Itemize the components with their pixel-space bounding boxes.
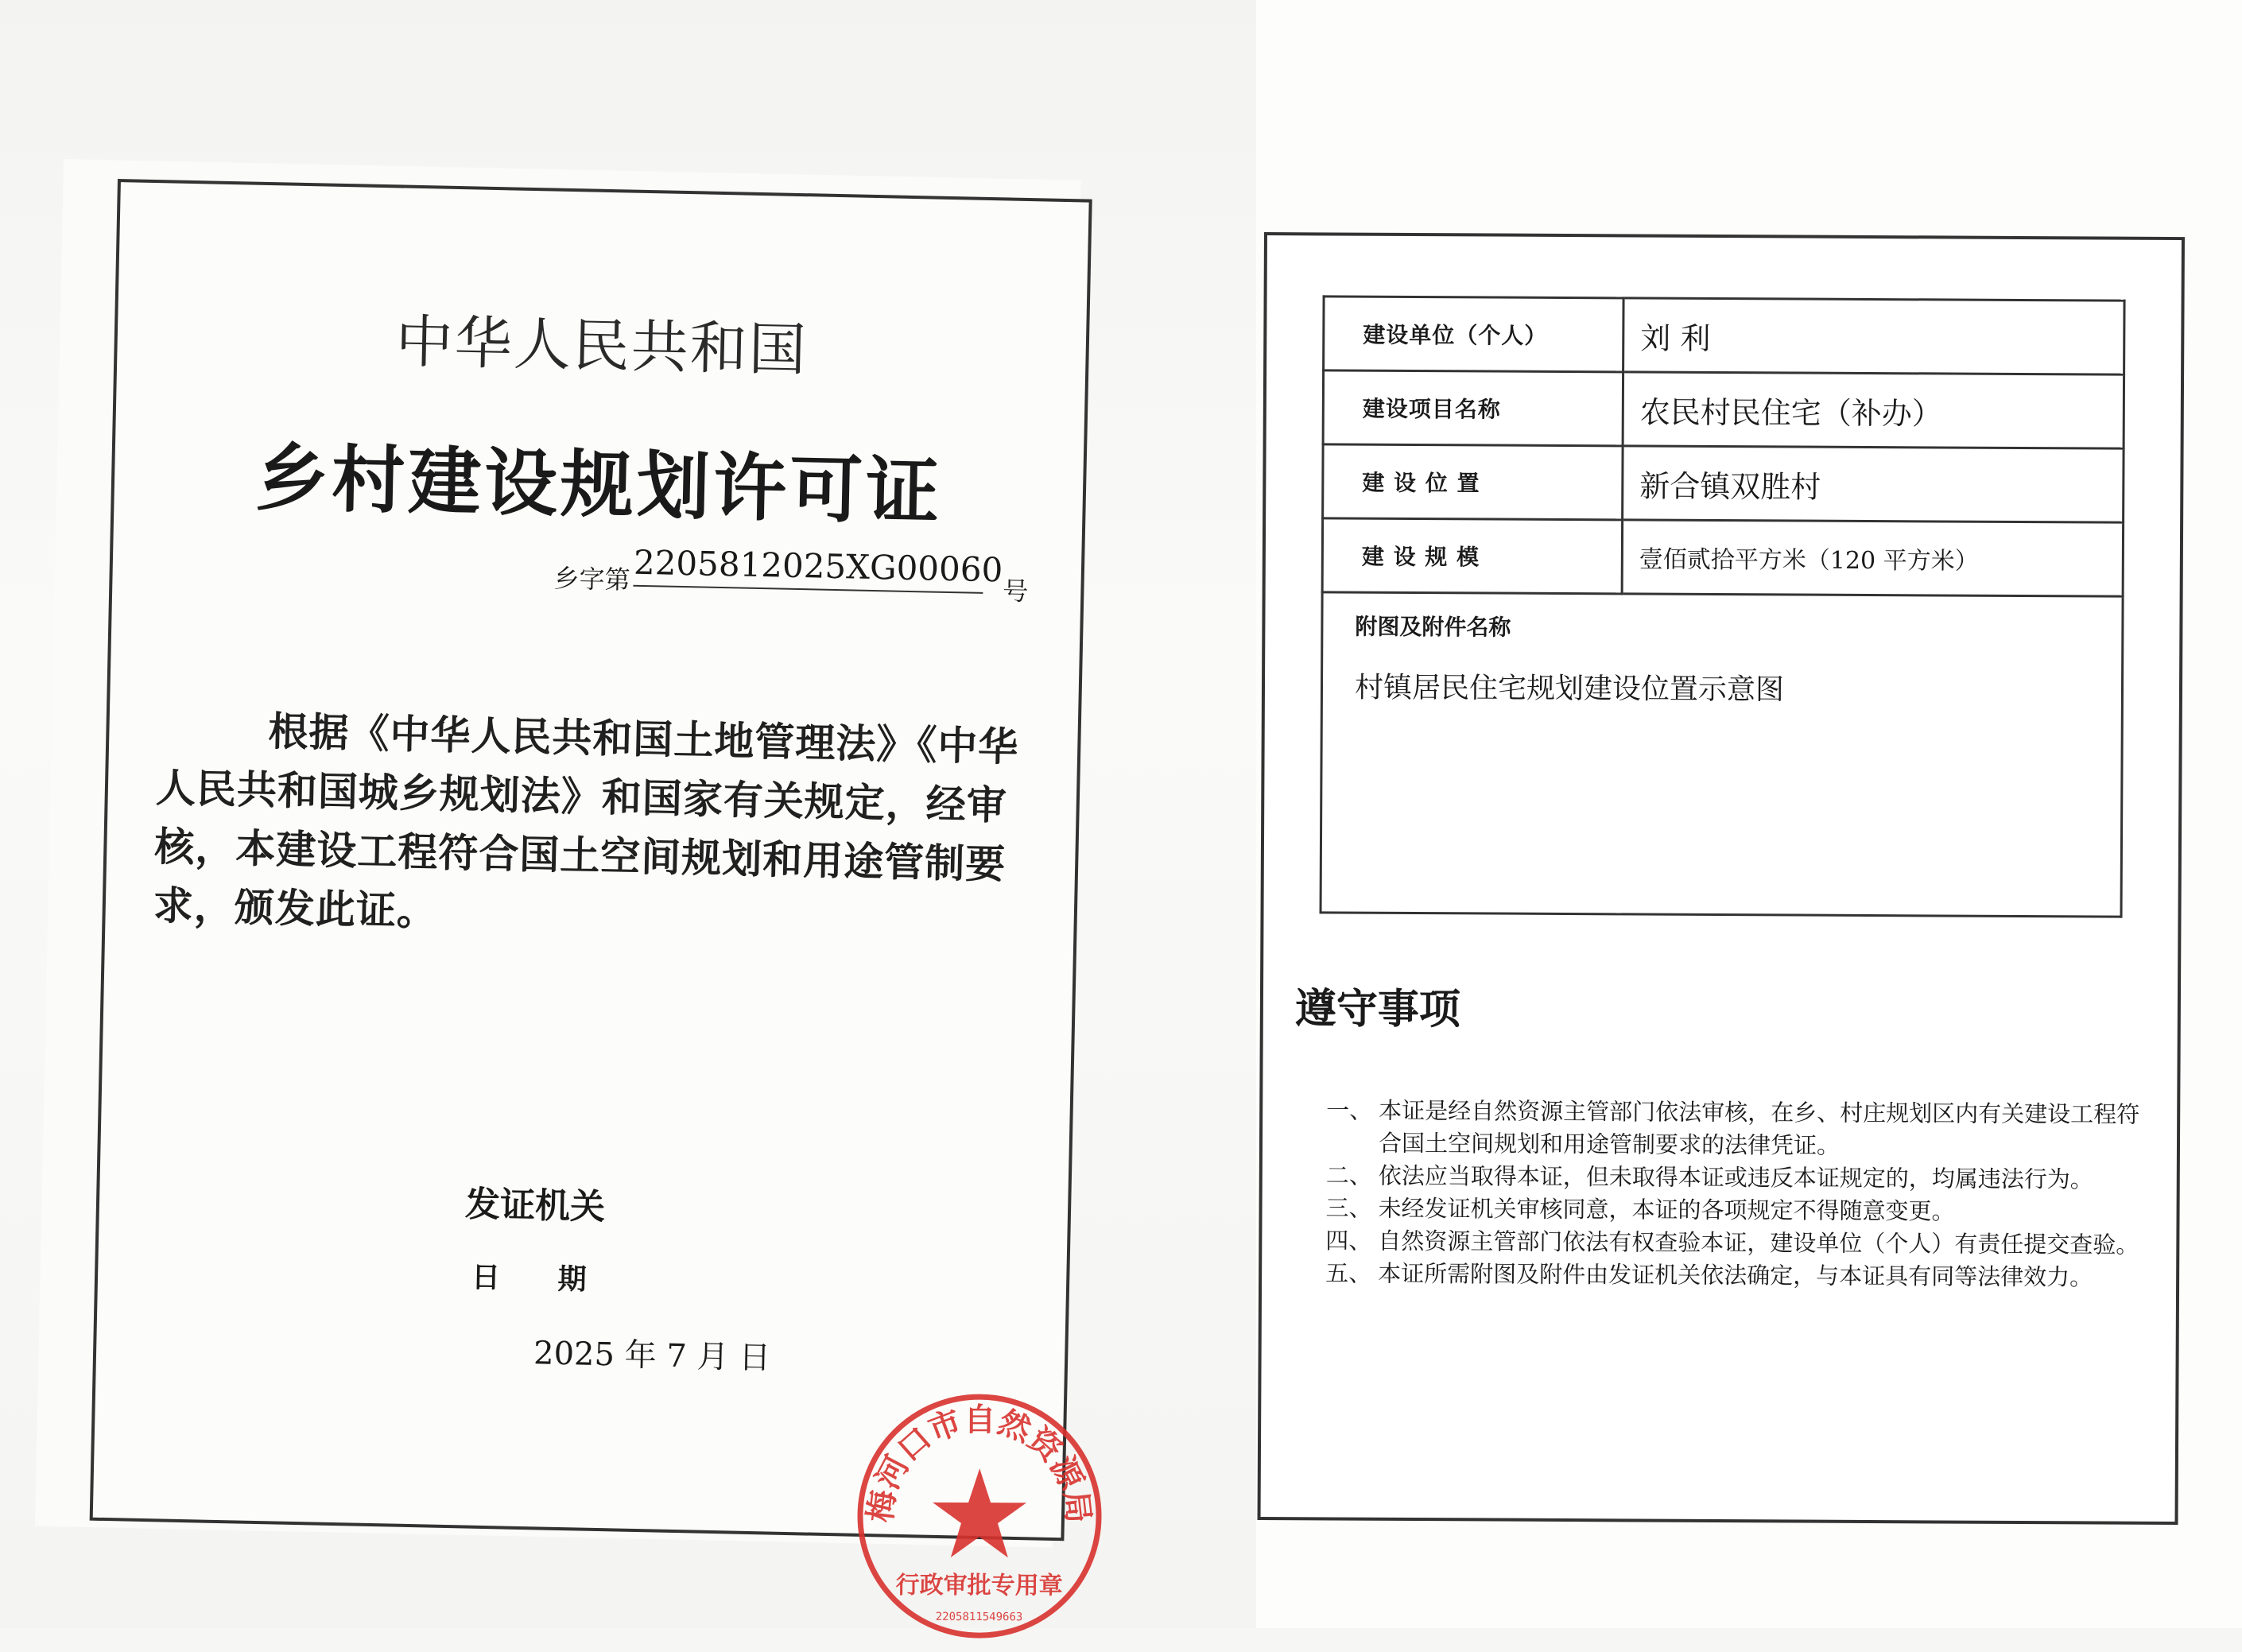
attachment-label: 附图及附件名称 [1355,613,1511,641]
attachment-value: 村镇居民住宅规划建设位置示意图 [1354,671,1785,707]
issuer-label: 发证机关 [464,1184,606,1228]
table-row [1321,592,2123,917]
project-name-label: 建设项目名称 [1323,370,1623,446]
official-seal [848,1384,1111,1647]
seal-code: 2205811549663 [935,1610,1023,1624]
list-item [1325,1224,2152,1261]
list-item [1326,1094,2153,1163]
project-name-value: 农民村民住宅（补办） [1623,372,2124,448]
scale-label: 建 设 规 模 [1322,518,1622,594]
seal-outer-text: 梅河口市自然资源局 [862,1402,1097,1526]
note-text: 依法应当取得本证，但未取得本证或违反本证规定的，均属违法行为。 [1378,1161,2093,1193]
seal-star-icon [933,1468,1026,1557]
note-number: 二、 [1325,1161,1372,1189]
note-text: 自然资源主管部门依法有权查验本证，建设单位（个人）有责任提交查验。 [1378,1227,2139,1258]
certificate-front-page [90,179,1097,1624]
note-text: 本证所需附图及附件由发证机关依法确定，与本证具有同等法律效力。 [1378,1259,2093,1291]
certificate-back-page [1258,232,2185,1525]
notes-title: 遵守事项 [1294,985,1461,1034]
notes-list [1325,1094,2153,1293]
table-row [1322,518,2123,596]
note-number: 一、 [1326,1096,1373,1124]
note-text: 未经发证机关审核同意，本证的各项规定不得随意变更。 [1378,1194,1955,1225]
date-label: 日 期 [471,1261,588,1297]
project-info-table [1320,295,2126,917]
location-value: 新合镇双胜村 [1623,446,2124,522]
applicant-value: 刘 利 [1623,298,2124,374]
certificate-number-row [553,541,1047,607]
scale-value: 壹佰贰拾平方米（120 平方米） [1622,520,2123,596]
table-row [1324,297,2124,374]
table-row [1323,370,2124,448]
country-heading: 中华人民共和国 [394,308,809,384]
location-label: 建 设 位 置 [1323,444,1623,520]
note-number: 四、 [1325,1227,1372,1255]
attachment-cell [1321,592,2123,917]
note-text: 本证是经自然资源主管部门依法审核，在乡、村庄规划区内有关建设工程符合国土空间规划和用途管制要求的法律凭证。 [1378,1096,2140,1159]
number-prefix: 乡字第 [553,563,630,595]
list-item [1325,1257,2152,1293]
note-number: 三、 [1325,1194,1372,1222]
seal-inner-text: 行政审批专用章 [895,1571,1063,1600]
table-row [1323,444,2124,522]
certificate-body-text: 根据《中华人民共和国土地管理法》《中华人民共和国城乡规划法》和国家有关规定，经审核，本建设工程符合国土空间规划和用途管制要求，颁发此证。 [153,708,1019,935]
number-suffix: 号 [1002,576,1029,607]
certificate-title: 乡村建设规划许可证 [254,435,944,535]
list-item [1326,1159,2153,1196]
applicant-label: 建设单位（个人） [1324,297,1623,372]
note-number: 五、 [1325,1259,1372,1287]
certificate-number: 2205812025XG00060 [633,543,983,594]
list-item [1325,1192,2152,1228]
issue-date: 2025 年 7 月 日 [533,1335,771,1377]
